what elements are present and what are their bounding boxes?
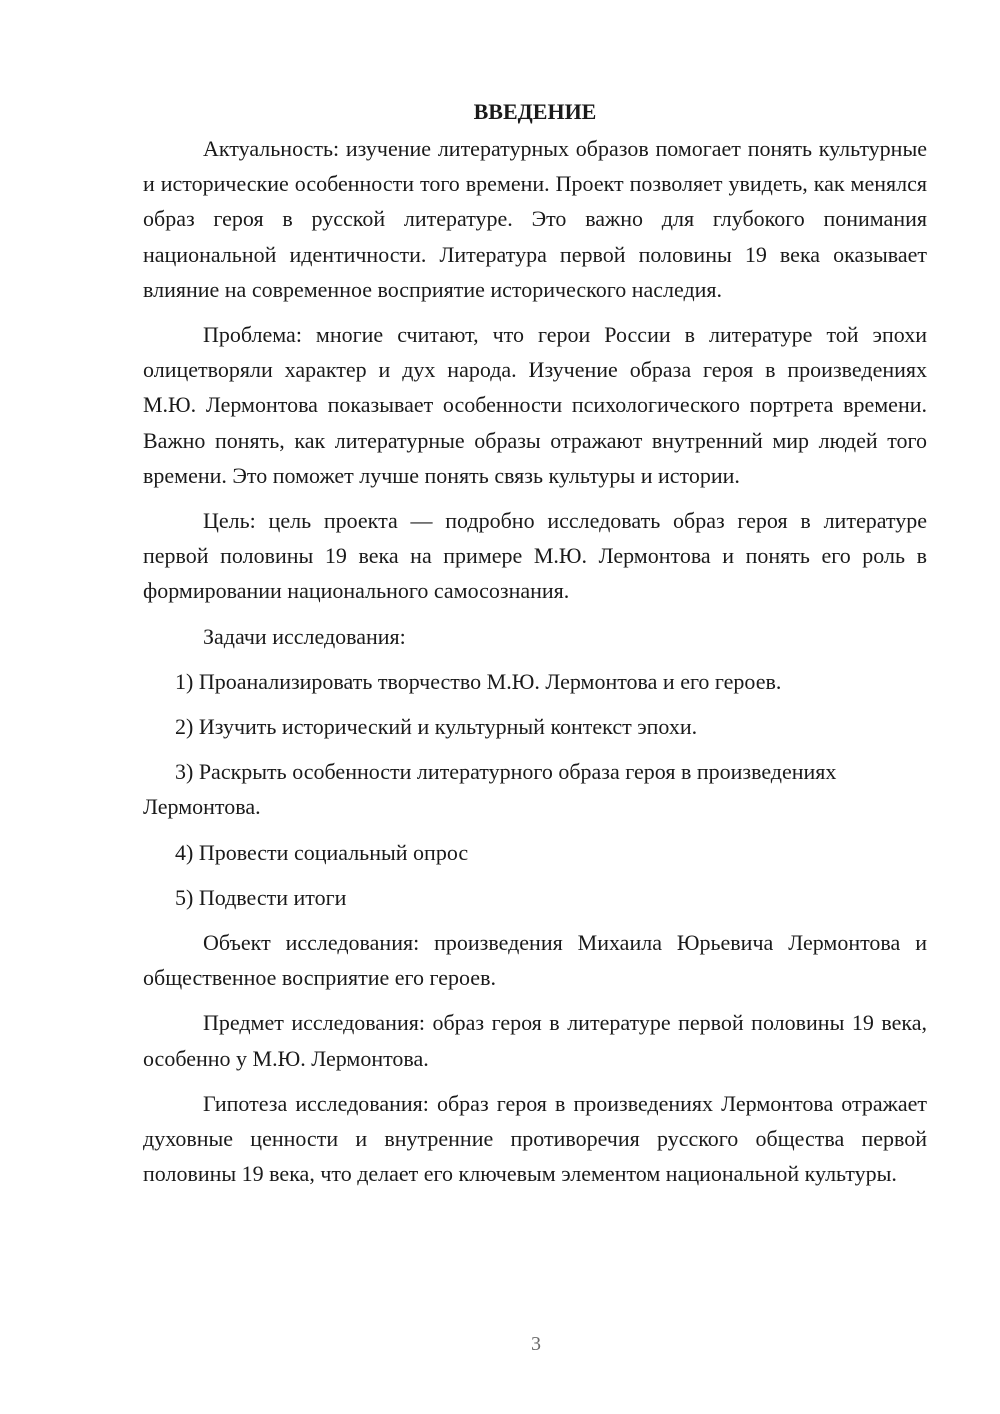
page-number: 3 <box>531 1333 541 1355</box>
hypothesis-paragraph: Гипотеза исследования: образ героя в произведениях Лермонтова отражает духовные ценности и внутренние противоречия русского общества первой половины 19 века, что делает его ключевым элементом национальной культуры. <box>143 1090 927 1187</box>
goal-paragraph: Цель: цель проекта — подробно исследовать образ героя в литературе первой половины 19 века на примере М.Ю. Лермонтова и понять его роль в формировании национального самосознания. <box>143 508 927 604</box>
document-page <box>143 88 927 1201</box>
task-item-1: 1) Проанализировать творчество М.Ю. Лермонтова и его героев. <box>175 668 782 694</box>
section-title: ВВЕДЕНИЕ <box>473 99 597 124</box>
tasks-heading: Задачи исследования: <box>203 623 406 649</box>
subject-paragraph: Предмет исследования: образ героя в литературе первой половины 19 века, особенно у М.Ю. Лермонтова. <box>143 1010 927 1071</box>
object-paragraph: Объект исследования: произведения Михаила Юрьевича Лермонтова и общественное восприятие его героев. <box>143 930 927 991</box>
problem-paragraph: Проблема: многие считают, что герои России в литературе той эпохи олицетворяли характер и дух народа. Изучение образа героя в произведениях М.Ю. Лермонтова показывает особенности психологического портрета времени. Важно понять, как литературные образы отражают внутренний мир людей того времени. Это поможет лучше понять связь культуры и истории. <box>143 322 927 488</box>
task-item-2: 2) Изучить исторический и культурный контекст эпохи. <box>175 714 698 740</box>
task-item-5: 5) Подвести итоги <box>175 884 347 910</box>
relevance-paragraph: Актуальность: изучение литературных образов помогает понять культурные и исторические особенности того времени. Проект позволяет увидеть, как менялся образ героя в русской литературе. Это важно для глубокого понимания национальной идентичности. Литература первой половины 19 века оказывает влияние на современное восприятие исторического наследия. <box>143 136 927 302</box>
task-item-4: 4) Провести социальный опрос <box>175 839 469 865</box>
task-item-3: 3) Раскрыть особенности литературного образа героя в произведениях Лермонтова. <box>143 759 837 820</box>
